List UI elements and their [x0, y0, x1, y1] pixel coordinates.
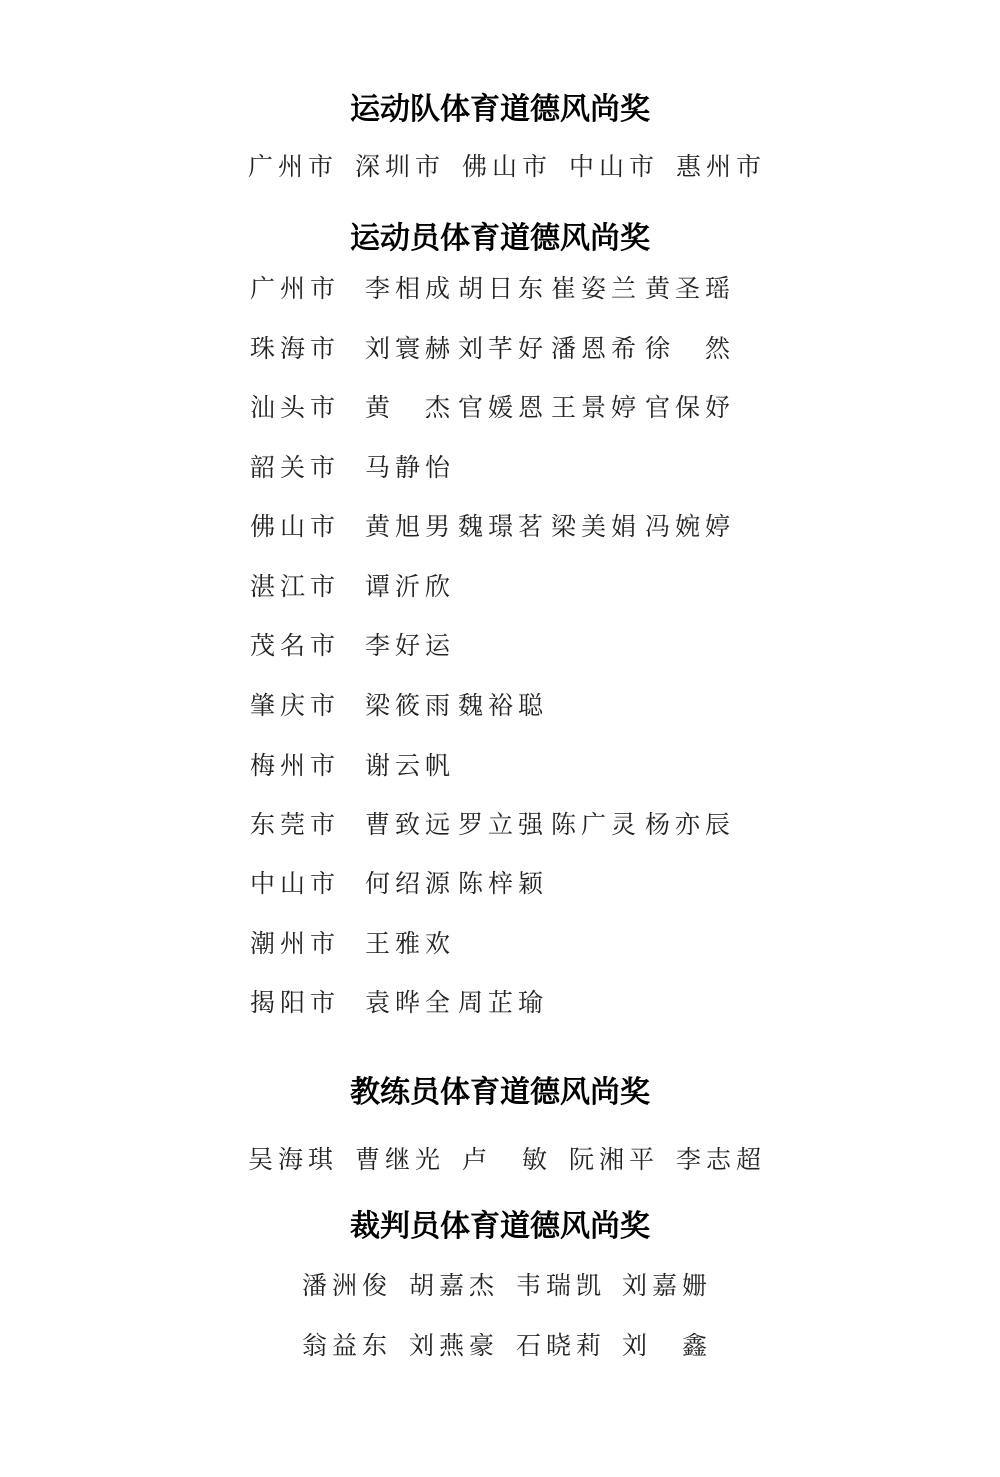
referee-name: 石晓莉	[516, 1331, 607, 1360]
referee-name: 韦瑞凯	[516, 1271, 607, 1300]
athlete-city: 揭阳市	[250, 988, 341, 1017]
coach-name: 李志超	[676, 1145, 767, 1174]
athlete-city: 肇庆市	[250, 691, 341, 720]
athlete-name: 马静怡	[365, 453, 456, 482]
athlete-name: 胡日东	[458, 274, 549, 303]
athlete-name: 何绍源	[365, 869, 456, 898]
athlete-city: 珠海市	[250, 334, 341, 363]
athlete-name: 官媛恩	[458, 393, 549, 422]
athlete-city: 梅州市	[250, 751, 341, 780]
athlete-city: 韶关市	[250, 453, 341, 482]
athlete-name: 杨亦辰	[645, 810, 736, 839]
athlete-city: 广州市	[250, 274, 341, 303]
athlete-name: 周芷瑜	[458, 988, 549, 1017]
referee-name: 刘嘉姗	[622, 1271, 713, 1300]
coach-name: 吴海琪	[248, 1145, 339, 1174]
athlete-city: 中山市	[250, 869, 341, 898]
athlete-name: 徐 然	[645, 334, 736, 363]
athlete-name: 谭沂欣	[365, 572, 456, 601]
team-award-heading: 运动队体育道德风尚奖	[350, 92, 650, 127]
athlete-name: 罗立强	[458, 810, 549, 839]
athlete-name: 冯婉婷	[645, 512, 736, 541]
athlete-name: 王景婷	[551, 393, 642, 422]
athlete-name: 刘芊好	[458, 334, 549, 363]
referee-award-heading: 裁判员体育道德风尚奖	[350, 1209, 650, 1244]
team-item: 深圳市	[355, 152, 446, 181]
athlete-name: 李好运	[365, 631, 456, 660]
athlete-name: 刘寰赫	[365, 334, 456, 363]
athlete-name: 潘恩希	[551, 334, 642, 363]
athlete-city: 潮州市	[250, 929, 341, 958]
referee-name: 胡嘉杰	[409, 1271, 500, 1300]
athlete-name: 陈梓颖	[458, 869, 549, 898]
athlete-name: 王雅欢	[365, 929, 456, 958]
athlete-city: 佛山市	[250, 512, 341, 541]
referee-name: 刘 鑫	[622, 1331, 713, 1360]
referee-name: 潘洲俊	[302, 1271, 393, 1300]
athlete-award-heading: 运动员体育道德风尚奖	[350, 221, 650, 256]
athlete-city: 汕头市	[250, 393, 341, 422]
athlete-name: 崔姿兰	[551, 274, 642, 303]
athlete-name: 梁筱雨	[365, 691, 456, 720]
athlete-name: 魏裕聪	[458, 691, 549, 720]
athlete-name: 黄圣瑶	[645, 274, 736, 303]
athlete-name: 谢云帆	[365, 751, 456, 780]
athlete-name: 官保妤	[645, 393, 736, 422]
coach-name: 阮湘平	[569, 1145, 660, 1174]
team-item: 惠州市	[676, 152, 767, 181]
athlete-name: 黄 杰	[365, 393, 456, 422]
team-item: 中山市	[569, 152, 660, 181]
athlete-city: 东莞市	[250, 810, 341, 839]
athlete-name: 曹致远	[365, 810, 456, 839]
coach-award-heading: 教练员体育道德风尚奖	[350, 1075, 650, 1110]
referee-name: 刘燕豪	[409, 1331, 500, 1360]
athlete-name: 袁晔全	[365, 988, 456, 1017]
athlete-name: 李相成	[365, 274, 456, 303]
athlete-city: 湛江市	[250, 572, 341, 601]
referee-name: 翁益东	[302, 1331, 393, 1360]
team-item: 广州市	[248, 152, 339, 181]
athlete-name: 魏璟茗	[458, 512, 549, 541]
athlete-name: 陈广灵	[551, 810, 642, 839]
athlete-city: 茂名市	[250, 631, 341, 660]
athlete-name: 黄旭男	[365, 512, 456, 541]
coach-name: 卢 敏	[462, 1145, 553, 1174]
athlete-name: 梁美娟	[551, 512, 642, 541]
team-item: 佛山市	[462, 152, 553, 181]
coach-name: 曹继光	[355, 1145, 446, 1174]
